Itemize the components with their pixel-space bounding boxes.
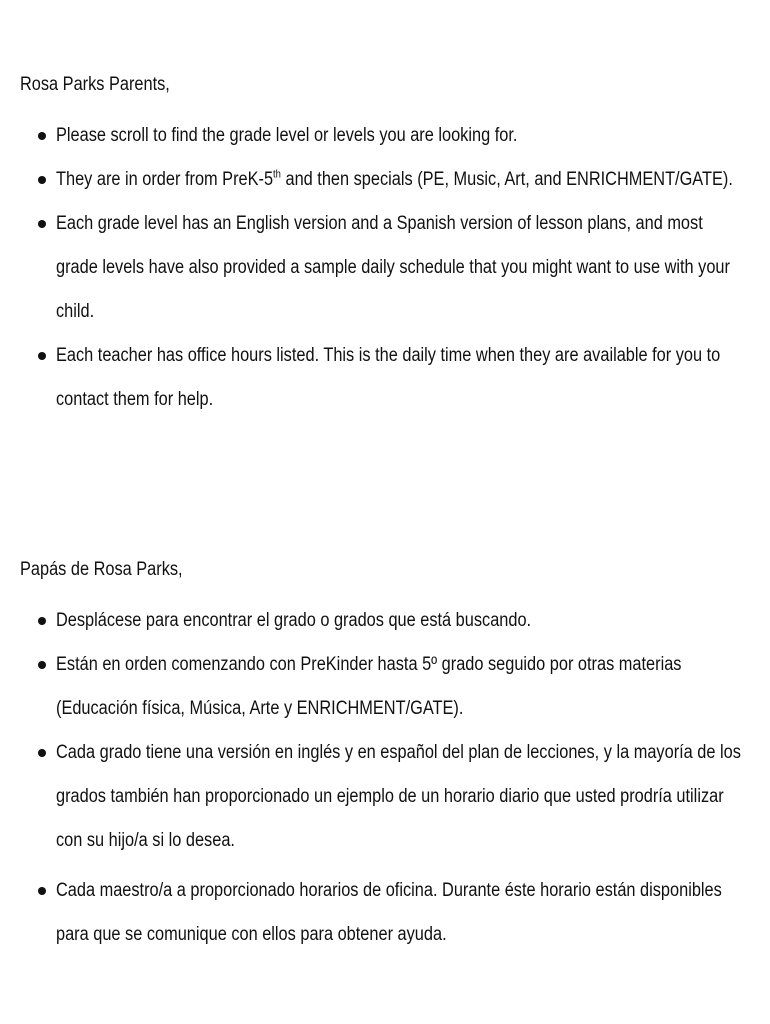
spanish-bullet-1 <box>0 599 760 643</box>
bullet-dot-icon <box>38 220 46 228</box>
bullet-text <box>56 158 744 202</box>
english-bullet-2 <box>0 158 760 202</box>
spanish-bullet-3 <box>0 731 760 863</box>
bullet-dot-icon <box>38 352 46 360</box>
spanish-bullet-4 <box>0 869 760 957</box>
bullet-text: Each grade level has an English version and a Spanish version of lesson plans, and most grade levels have also provided a sample daily schedule that you might want to use with your child. <box>56 213 730 322</box>
bullet-text: Cada grado tiene una versión en inglés y en español del plan de lecciones, y la mayoría de los grados también han proporcionado un ejemplo de un horario diario que usted prodría utilizar con su hijo/a si lo desea. <box>56 742 741 851</box>
bullet-dot-icon <box>38 176 46 184</box>
ordinal-superscript: th <box>273 168 281 181</box>
english-bullet-4 <box>0 334 760 422</box>
english-bullet-1 <box>0 114 760 158</box>
bullet-text-rest: and then specials (PE, Music, Art, and ENRICHMENT/GATE). <box>280 169 733 190</box>
bullet-dot-icon <box>38 749 46 757</box>
spanish-greeting: Papás de Rosa Parks, <box>20 559 183 580</box>
bullet-text: Desplácese para encontrar el grado o grados que está buscando. <box>56 610 532 631</box>
english-greeting: Rosa Parks Parents, <box>20 74 170 95</box>
english-section <box>0 68 770 422</box>
bullet-text-main: They are in order from PreK-5 <box>56 169 274 190</box>
bullet-dot-icon <box>38 617 46 625</box>
english-bullet-3 <box>0 202 760 334</box>
spanish-section <box>0 553 770 957</box>
bullet-text: Please scroll to find the grade level or levels you are looking for. <box>56 125 518 146</box>
spanish-bullet-2 <box>0 643 760 731</box>
bullet-text: Cada maestro/a a proporcionado horarios de oficina. Durante éste horario están disponibles para que se comunique con ellos para obtener ayuda. <box>56 880 722 945</box>
bullet-dot-icon <box>38 132 46 140</box>
bullet-text: Están en orden comenzando con PreKinder hasta 5º grado seguido por otras materias (Educación física, Música, Arte y ENRICHMENT/GATE). <box>56 654 682 719</box>
bullet-dot-icon <box>38 661 46 669</box>
english-bullet-list <box>0 114 770 422</box>
bullet-dot-icon <box>38 887 46 895</box>
spanish-bullet-list <box>0 599 770 957</box>
bullet-text: Each teacher has office hours listed. This is the daily time when they are available for you to contact them for help. <box>56 345 721 410</box>
